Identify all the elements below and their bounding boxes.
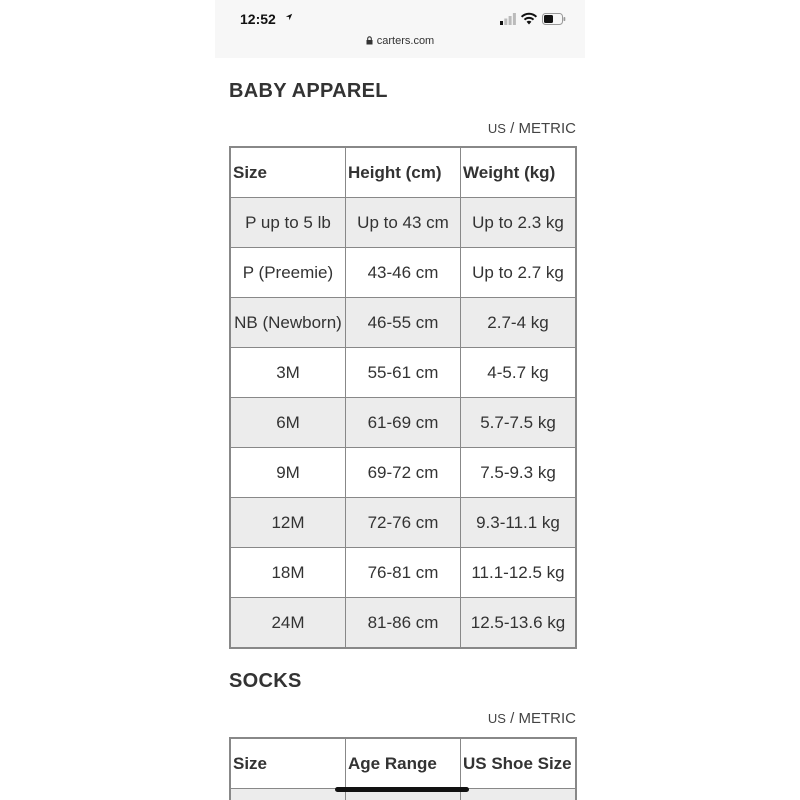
header-weight: Weight (kg) [461, 147, 577, 198]
header-us-shoe-size: US Shoe Size [461, 738, 577, 789]
height-cell: Up to 43 cm [346, 198, 461, 248]
weight-cell: 7.5-9.3 kg [461, 448, 577, 498]
table-row [230, 298, 576, 348]
cellular-signal-icon [500, 13, 516, 25]
table-row [230, 498, 576, 548]
weight-cell: 11.1-12.5 kg [461, 548, 577, 598]
baby-apparel-unit-toggle [488, 120, 576, 137]
shoe-size-cell [461, 789, 577, 800]
weight-cell: Up to 2.7 kg [461, 248, 577, 298]
weight-cell: Up to 2.3 kg [461, 198, 577, 248]
table-row [230, 198, 576, 248]
size-cell: 24M [230, 598, 346, 649]
wifi-icon [520, 12, 538, 25]
weight-cell: 9.3-11.1 kg [461, 498, 577, 548]
weight-cell: 12.5-13.6 kg [461, 598, 577, 649]
header-size: Size [230, 738, 346, 789]
us-units-link[interactable]: US [487, 121, 506, 136]
size-cell: 6M [230, 398, 346, 448]
height-cell: 43-46 cm [346, 248, 461, 298]
phone-screen [215, 0, 585, 800]
table-header-row [230, 738, 576, 789]
weight-cell: 5.7-7.5 kg [461, 398, 577, 448]
size-cell: P (Preemie) [230, 248, 346, 298]
unit-separator: / [510, 710, 515, 727]
metric-units-link[interactable]: METRIC [518, 120, 576, 137]
lock-icon [366, 36, 373, 45]
table-header-row [230, 147, 576, 198]
us-units-link[interactable]: US [487, 711, 506, 726]
status-bar [215, 0, 585, 58]
battery-icon [542, 13, 566, 25]
height-cell: 61-69 cm [346, 398, 461, 448]
header-age-range: Age Range [346, 738, 461, 789]
socks-unit-toggle [488, 710, 576, 727]
header-size: Size [230, 147, 346, 198]
size-cell: P up to 5 lb [230, 198, 346, 248]
baby-apparel-heading: BABY APPAREL [229, 80, 388, 102]
location-arrow-icon [285, 13, 293, 21]
metric-units-link[interactable]: METRIC [518, 710, 576, 727]
table-row [230, 248, 576, 298]
header-height: Height (cm) [346, 147, 461, 198]
height-cell: 69-72 cm [346, 448, 461, 498]
address-bar[interactable] [215, 35, 585, 47]
height-cell: 81-86 cm [346, 598, 461, 649]
url-text: carters.com [376, 35, 435, 47]
height-cell: 72-76 cm [346, 498, 461, 548]
size-cell: 9M [230, 448, 346, 498]
table-row [230, 598, 576, 649]
table-row [230, 348, 576, 398]
weight-cell: 4-5.7 kg [461, 348, 577, 398]
size-cell: 12M [230, 498, 346, 548]
height-cell: 76-81 cm [346, 548, 461, 598]
size-cell [230, 789, 346, 800]
home-indicator[interactable] [335, 787, 469, 792]
size-cell: NB (Newborn) [230, 298, 346, 348]
status-time: 12:52 [240, 11, 276, 27]
page-content [215, 58, 585, 800]
height-cell: 55-61 cm [346, 348, 461, 398]
table-row [230, 448, 576, 498]
height-cell: 46-55 cm [346, 298, 461, 348]
socks-heading: SOCKS [229, 670, 302, 692]
size-cell: 18M [230, 548, 346, 598]
baby-apparel-size-table [229, 146, 577, 649]
size-cell: 3M [230, 348, 346, 398]
table-row [230, 548, 576, 598]
weight-cell: 2.7-4 kg [461, 298, 577, 348]
unit-separator: / [510, 120, 515, 137]
table-row [230, 398, 576, 448]
